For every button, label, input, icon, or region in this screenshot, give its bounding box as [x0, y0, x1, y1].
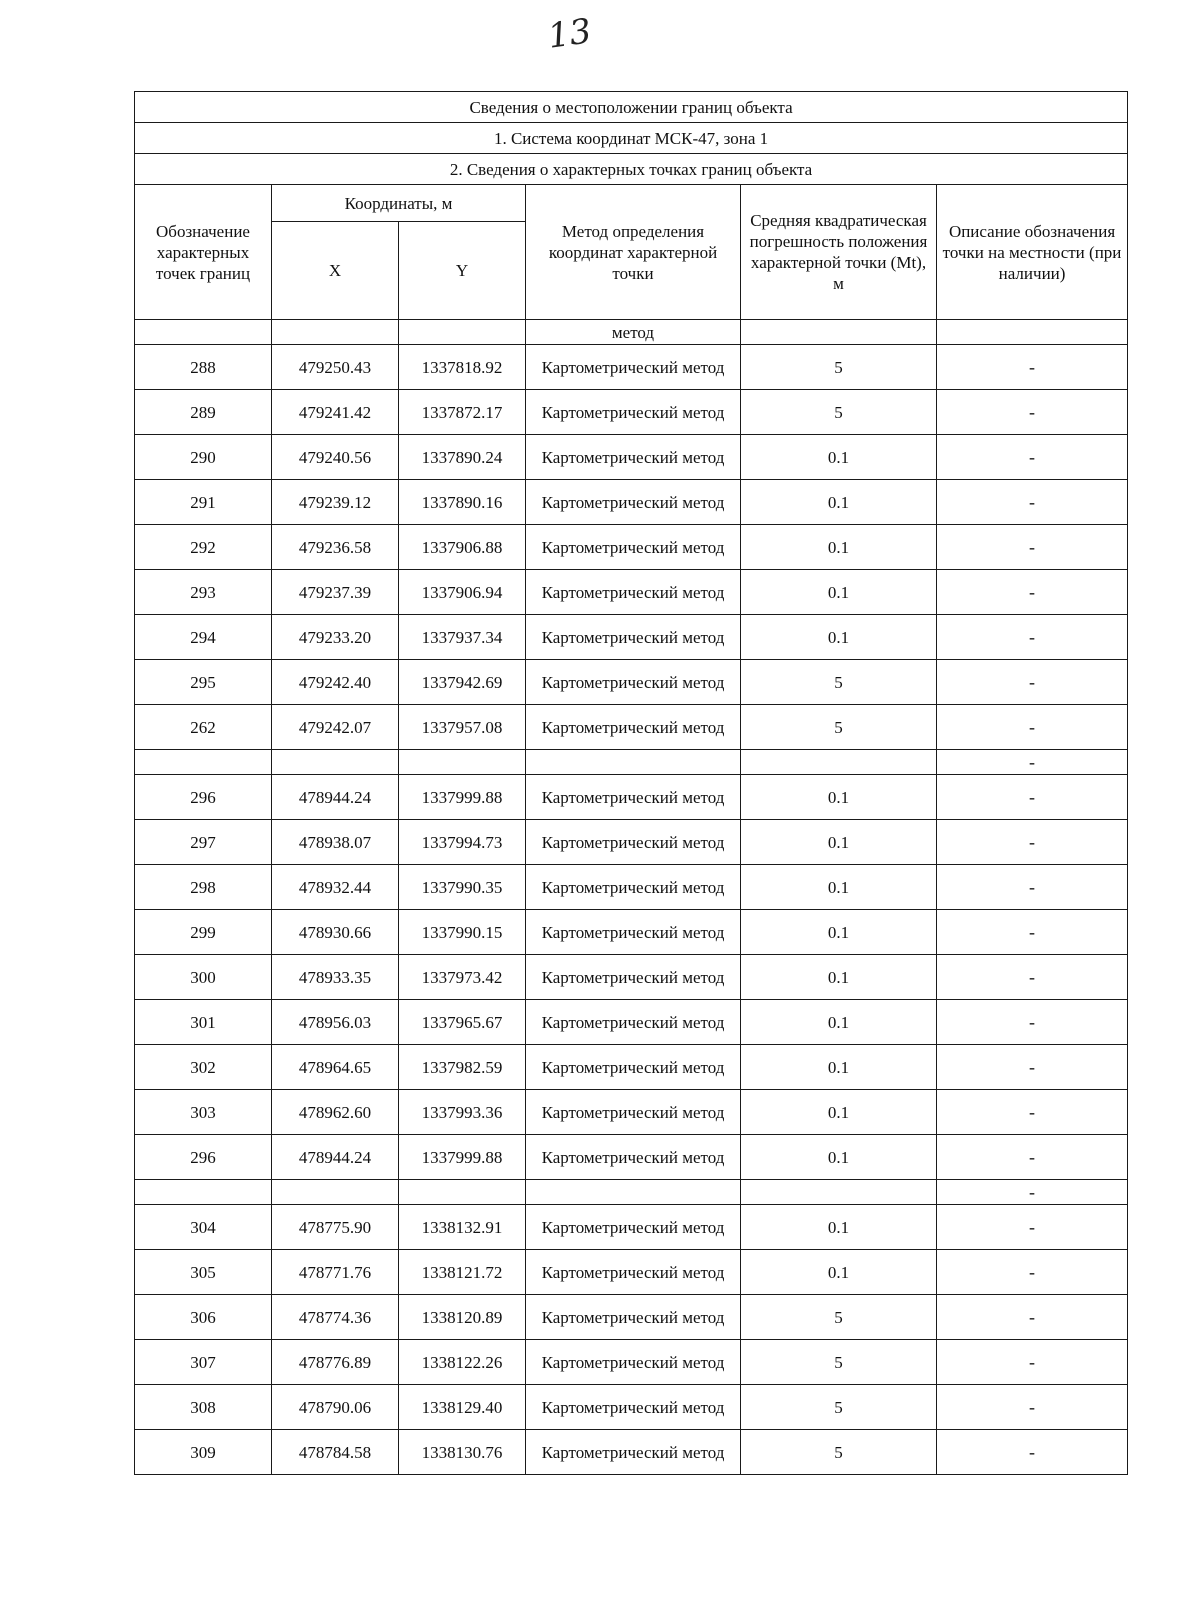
method-cell: Картометрический метод: [526, 865, 741, 910]
header-x: X: [272, 222, 399, 320]
method-cell: Картометрический метод: [526, 390, 741, 435]
method-cell: Картометрический метод: [526, 1000, 741, 1045]
page-number: 13: [545, 11, 594, 57]
separator-cell: [741, 750, 937, 775]
description-cell: -: [937, 570, 1128, 615]
table-row: [135, 390, 1128, 435]
x-coordinate-cell: 478956.03: [272, 1000, 399, 1045]
x-coordinate-cell: 478933.35: [272, 955, 399, 1000]
point-id-cell: 299: [135, 910, 272, 955]
method-cell: Картометрический метод: [526, 615, 741, 660]
method-cell: Картометрический метод: [526, 1295, 741, 1340]
separator-cell: [741, 1180, 937, 1205]
table-row: [135, 1135, 1128, 1180]
y-coordinate-cell: 1337957.08: [399, 705, 526, 750]
separator-cell: [526, 750, 741, 775]
description-cell: -: [937, 435, 1128, 480]
point-id-cell: 309: [135, 1430, 272, 1475]
y-coordinate-cell: 1338132.91: [399, 1205, 526, 1250]
separator-cell: [272, 1180, 399, 1205]
y-coordinate-cell: 1337818.92: [399, 345, 526, 390]
description-cell: -: [937, 1000, 1128, 1045]
x-coordinate-cell: 478775.90: [272, 1205, 399, 1250]
method-cell: Картометрический метод: [526, 1090, 741, 1135]
header-point-designation: Обозначение характерных точек границ: [135, 185, 272, 320]
point-id-cell: 295: [135, 660, 272, 705]
method-cell: Картометрический метод: [526, 570, 741, 615]
x-coordinate-cell: 478776.89: [272, 1340, 399, 1385]
x-coordinate-cell: 478944.24: [272, 1135, 399, 1180]
error-cell: 0.1: [741, 525, 937, 570]
header-coordinates: Координаты, м: [272, 185, 526, 222]
y-coordinate-cell: 1337982.59: [399, 1045, 526, 1090]
point-id-cell: 302: [135, 1045, 272, 1090]
y-coordinate-cell: 1337994.73: [399, 820, 526, 865]
error-cell: 5: [741, 1385, 937, 1430]
x-coordinate-cell: 479242.07: [272, 705, 399, 750]
description-cell: -: [937, 615, 1128, 660]
description-cell: -: [937, 660, 1128, 705]
y-coordinate-cell: 1337906.94: [399, 570, 526, 615]
y-coordinate-cell: 1337990.35: [399, 865, 526, 910]
table-row: [135, 1295, 1128, 1340]
y-coordinate-cell: 1337973.42: [399, 955, 526, 1000]
error-cell: 0.1: [741, 955, 937, 1000]
table-row: [135, 1045, 1128, 1090]
method-cell: Картометрический метод: [526, 525, 741, 570]
y-coordinate-cell: 1337872.17: [399, 390, 526, 435]
continuation-cell: [937, 320, 1128, 345]
table-row: [135, 525, 1128, 570]
x-coordinate-cell: 479241.42: [272, 390, 399, 435]
description-cell: -: [937, 1205, 1128, 1250]
x-coordinate-cell: 478932.44: [272, 865, 399, 910]
point-id-cell: 288: [135, 345, 272, 390]
y-coordinate-cell: 1337906.88: [399, 525, 526, 570]
table-row: [135, 435, 1128, 480]
continuation-cell: [399, 320, 526, 345]
description-cell: -: [937, 750, 1128, 775]
method-cell: Картометрический метод: [526, 1385, 741, 1430]
table-row: [135, 1000, 1128, 1045]
point-id-cell: 303: [135, 1090, 272, 1135]
y-coordinate-cell: 1337890.16: [399, 480, 526, 525]
table-row: [135, 865, 1128, 910]
error-cell: 0.1: [741, 1205, 937, 1250]
point-id-cell: 291: [135, 480, 272, 525]
method-cell: Картометрический метод: [526, 1340, 741, 1385]
method-cell: Картометрический метод: [526, 775, 741, 820]
error-cell: 0.1: [741, 1000, 937, 1045]
table-row: [135, 1205, 1128, 1250]
method-cell: Картометрический метод: [526, 1135, 741, 1180]
point-id-cell: 293: [135, 570, 272, 615]
separator-row: [135, 1180, 1128, 1205]
method-cell: Картометрический метод: [526, 910, 741, 955]
header-method: Метод определения координат характерной точки: [526, 185, 741, 320]
description-cell: -: [937, 345, 1128, 390]
point-id-cell: 298: [135, 865, 272, 910]
table-title: Сведения о местоположении границ объекта: [135, 92, 1128, 123]
method-cell: Картометрический метод: [526, 955, 741, 1000]
separator-cell: [272, 750, 399, 775]
description-cell: -: [937, 1385, 1128, 1430]
table-row: [135, 660, 1128, 705]
error-cell: 5: [741, 390, 937, 435]
x-coordinate-cell: 479240.56: [272, 435, 399, 480]
description-cell: -: [937, 480, 1128, 525]
error-cell: 0.1: [741, 435, 937, 480]
method-cell: Картометрический метод: [526, 345, 741, 390]
error-cell: 0.1: [741, 775, 937, 820]
y-coordinate-cell: 1337965.67: [399, 1000, 526, 1045]
header-y: Y: [399, 222, 526, 320]
continuation-row: [135, 320, 1128, 345]
error-cell: 0.1: [741, 615, 937, 660]
error-cell: 5: [741, 1430, 937, 1475]
table-row: [135, 1340, 1128, 1385]
x-coordinate-cell: 478938.07: [272, 820, 399, 865]
method-cell: Картометрический метод: [526, 480, 741, 525]
description-cell: -: [937, 1090, 1128, 1135]
continuation-method: метод: [526, 320, 741, 345]
point-id-cell: 308: [135, 1385, 272, 1430]
point-id-cell: 296: [135, 1135, 272, 1180]
method-cell: Картометрический метод: [526, 1250, 741, 1295]
y-coordinate-cell: 1337942.69: [399, 660, 526, 705]
description-cell: -: [937, 1295, 1128, 1340]
table-row: [135, 775, 1128, 820]
separator-row: [135, 750, 1128, 775]
y-coordinate-cell: 1337999.88: [399, 775, 526, 820]
table-row: [135, 615, 1128, 660]
separator-cell: [135, 750, 272, 775]
continuation-cell: [135, 320, 272, 345]
y-coordinate-cell: 1338130.76: [399, 1430, 526, 1475]
x-coordinate-cell: 479237.39: [272, 570, 399, 615]
error-cell: 5: [741, 660, 937, 705]
table-row: [135, 705, 1128, 750]
separator-cell: [135, 1180, 272, 1205]
continuation-cell: [741, 320, 937, 345]
point-id-cell: 307: [135, 1340, 272, 1385]
y-coordinate-cell: 1338122.26: [399, 1340, 526, 1385]
error-cell: 0.1: [741, 1090, 937, 1135]
separator-cell: [526, 1180, 741, 1205]
y-coordinate-cell: 1337890.24: [399, 435, 526, 480]
description-cell: -: [937, 1250, 1128, 1295]
x-coordinate-cell: 478944.24: [272, 775, 399, 820]
coordinate-system-heading: 1. Система координат МСК-47, зона 1: [135, 123, 1128, 154]
point-id-cell: 306: [135, 1295, 272, 1340]
x-coordinate-cell: 478790.06: [272, 1385, 399, 1430]
error-cell: 0.1: [741, 820, 937, 865]
table-row: [135, 345, 1128, 390]
error-cell: 5: [741, 1340, 937, 1385]
y-coordinate-cell: 1337993.36: [399, 1090, 526, 1135]
y-coordinate-cell: 1337937.34: [399, 615, 526, 660]
point-id-cell: 262: [135, 705, 272, 750]
error-cell: 5: [741, 345, 937, 390]
error-cell: 0.1: [741, 570, 937, 615]
point-id-cell: 289: [135, 390, 272, 435]
method-cell: Картометрический метод: [526, 1045, 741, 1090]
method-cell: Картометрический метод: [526, 705, 741, 750]
separator-cell: [399, 1180, 526, 1205]
description-cell: -: [937, 775, 1128, 820]
description-cell: -: [937, 525, 1128, 570]
description-cell: -: [937, 390, 1128, 435]
x-coordinate-cell: 479242.40: [272, 660, 399, 705]
header-error: Средняя квадратическая погрешность положения характерной точки (Mt), м: [741, 185, 937, 320]
error-cell: 0.1: [741, 865, 937, 910]
method-cell: Картометрический метод: [526, 820, 741, 865]
x-coordinate-cell: 479250.43: [272, 345, 399, 390]
table-row: [135, 1090, 1128, 1135]
table-row: [135, 1250, 1128, 1295]
x-coordinate-cell: 478962.60: [272, 1090, 399, 1135]
boundary-points-table: [134, 91, 1128, 1475]
description-cell: -: [937, 1180, 1128, 1205]
error-cell: 0.1: [741, 1135, 937, 1180]
point-id-cell: 304: [135, 1205, 272, 1250]
method-cell: Картометрический метод: [526, 1430, 741, 1475]
table-row: [135, 570, 1128, 615]
x-coordinate-cell: 479239.12: [272, 480, 399, 525]
header-description: Описание обозначения точки на местности (при наличии): [937, 185, 1128, 320]
point-id-cell: 305: [135, 1250, 272, 1295]
error-cell: 0.1: [741, 1045, 937, 1090]
table-row: [135, 820, 1128, 865]
x-coordinate-cell: 478774.36: [272, 1295, 399, 1340]
table-row: [135, 480, 1128, 525]
method-cell: Картометрический метод: [526, 435, 741, 480]
description-cell: -: [937, 1430, 1128, 1475]
error-cell: 5: [741, 1295, 937, 1340]
description-cell: -: [937, 705, 1128, 750]
description-cell: -: [937, 1340, 1128, 1385]
x-coordinate-cell: 478964.65: [272, 1045, 399, 1090]
point-id-cell: 294: [135, 615, 272, 660]
y-coordinate-cell: 1337990.15: [399, 910, 526, 955]
point-id-cell: 296: [135, 775, 272, 820]
x-coordinate-cell: 478771.76: [272, 1250, 399, 1295]
x-coordinate-cell: 478784.58: [272, 1430, 399, 1475]
table-row: [135, 910, 1128, 955]
table-row: [135, 1430, 1128, 1475]
points-section-heading: 2. Сведения о характерных точках границ объекта: [135, 154, 1128, 185]
point-id-cell: 292: [135, 525, 272, 570]
description-cell: -: [937, 1045, 1128, 1090]
x-coordinate-cell: 478930.66: [272, 910, 399, 955]
method-cell: Картометрический метод: [526, 660, 741, 705]
y-coordinate-cell: 1338121.72: [399, 1250, 526, 1295]
point-id-cell: 297: [135, 820, 272, 865]
description-cell: -: [937, 820, 1128, 865]
error-cell: 0.1: [741, 480, 937, 525]
table-row: [135, 1385, 1128, 1430]
error-cell: 0.1: [741, 910, 937, 955]
error-cell: 5: [741, 705, 937, 750]
continuation-cell: [272, 320, 399, 345]
description-cell: -: [937, 1135, 1128, 1180]
y-coordinate-cell: 1337999.88: [399, 1135, 526, 1180]
description-cell: -: [937, 865, 1128, 910]
description-cell: -: [937, 910, 1128, 955]
x-coordinate-cell: 479236.58: [272, 525, 399, 570]
separator-cell: [399, 750, 526, 775]
description-cell: -: [937, 955, 1128, 1000]
point-id-cell: 301: [135, 1000, 272, 1045]
y-coordinate-cell: 1338129.40: [399, 1385, 526, 1430]
x-coordinate-cell: 479233.20: [272, 615, 399, 660]
point-id-cell: 300: [135, 955, 272, 1000]
table-row: [135, 955, 1128, 1000]
method-cell: Картометрический метод: [526, 1205, 741, 1250]
point-id-cell: 290: [135, 435, 272, 480]
error-cell: 0.1: [741, 1250, 937, 1295]
y-coordinate-cell: 1338120.89: [399, 1295, 526, 1340]
